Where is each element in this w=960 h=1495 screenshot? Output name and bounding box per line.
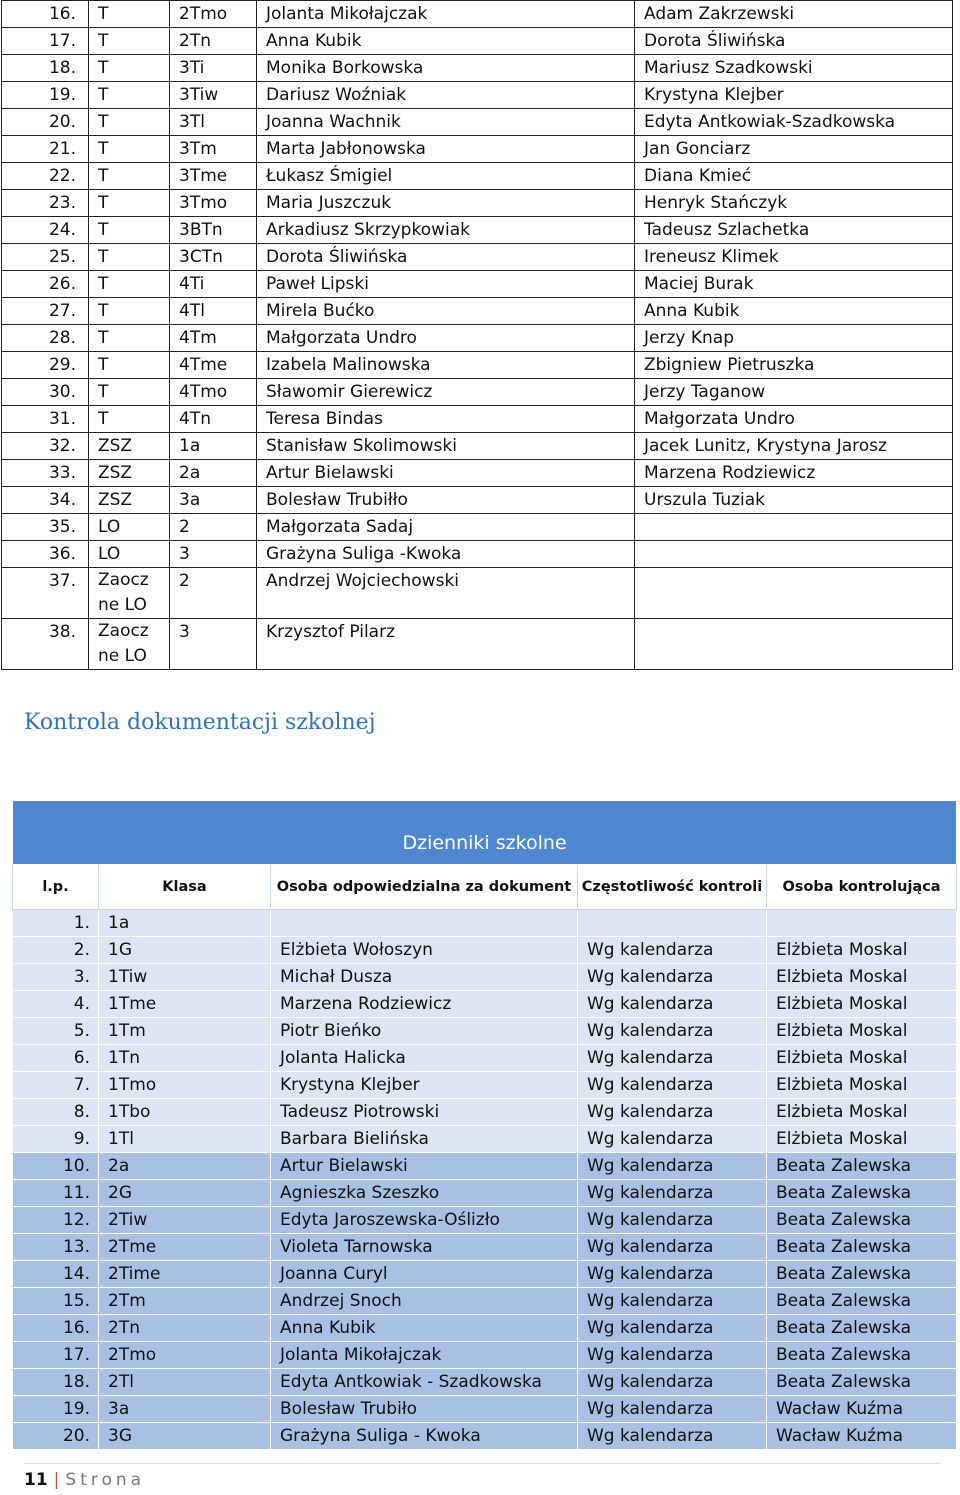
teacher-name: Dariusz Woźniak — [257, 82, 635, 109]
table-row — [13, 1126, 957, 1153]
second-teacher-name: Krystyna Klejber — [635, 82, 953, 109]
controlling-person: Beata Zalewska — [767, 1342, 957, 1369]
row-number: 26. — [2, 271, 89, 298]
second-teacher-name: Jerzy Knap — [635, 325, 953, 352]
control-frequency: Wg kalendarza — [578, 1369, 767, 1396]
responsible-person: Agnieszka Szeszko — [271, 1180, 578, 1207]
table-row — [2, 1, 953, 28]
row-number: 18. — [2, 55, 89, 82]
responsible-person: Jolanta Mikołajczak — [271, 1342, 578, 1369]
class-name: 2 — [170, 568, 257, 619]
row-number: 35. — [2, 514, 89, 541]
class-name: 3G — [99, 1423, 271, 1450]
second-teacher-name: Tadeusz Szlachetka — [635, 217, 953, 244]
class-name: 2Tmo — [170, 1, 257, 28]
school-type: T — [89, 217, 170, 244]
class-name: 2Tl — [99, 1369, 271, 1396]
school-type: T — [89, 190, 170, 217]
class-name: 3 — [170, 541, 257, 568]
teacher-name: Andrzej Wojciechowski — [257, 568, 635, 619]
section-heading: Kontrola dokumentacji szkolnej — [24, 710, 376, 735]
control-frequency — [578, 910, 767, 937]
second-teacher-name: Anna Kubik — [635, 298, 953, 325]
control-frequency: Wg kalendarza — [578, 1072, 767, 1099]
row-number: 11. — [13, 1180, 99, 1207]
responsible-person: Barbara Bielińska — [271, 1126, 578, 1153]
class-name: 1Tl — [99, 1126, 271, 1153]
control-frequency: Wg kalendarza — [578, 964, 767, 991]
row-number: 36. — [2, 541, 89, 568]
table-row — [13, 1207, 957, 1234]
responsible-person: Michał Dusza — [271, 964, 578, 991]
class-name: 4Tme — [170, 352, 257, 379]
table-row — [2, 325, 953, 352]
table-row — [13, 1423, 957, 1450]
school-type: T — [89, 109, 170, 136]
teacher-name: Grażyna Suliga -Kwoka — [257, 541, 635, 568]
class-name: 3Ti — [170, 55, 257, 82]
teacher-name: Paweł Lipski — [257, 271, 635, 298]
table-row — [13, 1261, 957, 1288]
teacher-name: Arkadiusz Skrzypkowiak — [257, 217, 635, 244]
second-teacher-name — [635, 541, 953, 568]
school-type: ZSZ — [89, 460, 170, 487]
table-row — [2, 217, 953, 244]
school-type: ZSZ — [89, 433, 170, 460]
table-row — [13, 1288, 957, 1315]
table-row — [2, 487, 953, 514]
table-row — [2, 406, 953, 433]
teacher-name: Jolanta Mikołajczak — [257, 1, 635, 28]
table-row — [2, 55, 953, 82]
table-row — [2, 271, 953, 298]
school-type: T — [89, 136, 170, 163]
class-name: 1Tiw — [99, 964, 271, 991]
school-type: T — [89, 28, 170, 55]
row-number: 10. — [13, 1153, 99, 1180]
row-number: 16. — [2, 1, 89, 28]
responsible-person: Tadeusz Piotrowski — [271, 1099, 578, 1126]
school-journals-table-body — [13, 910, 957, 1450]
row-number: 6. — [13, 1045, 99, 1072]
class-name: 3a — [170, 487, 257, 514]
second-teacher-name: Urszula Tuziak — [635, 487, 953, 514]
class-name: 2Tn — [99, 1315, 271, 1342]
controlling-person: Elżbieta Moskal — [767, 1099, 957, 1126]
second-teacher-name: Diana Kmieć — [635, 163, 953, 190]
class-name: 3Tm — [170, 136, 257, 163]
class-name: 4Tn — [170, 406, 257, 433]
second-teacher-name: Mariusz Szadkowski — [635, 55, 953, 82]
table-row — [13, 1396, 957, 1423]
row-number: 20. — [2, 109, 89, 136]
footer-separator: | — [53, 1470, 60, 1490]
page-number: 11 — [24, 1470, 48, 1490]
controlling-person: Elżbieta Moskal — [767, 1072, 957, 1099]
class-name: 1Tbo — [99, 1099, 271, 1126]
table-row — [13, 1099, 957, 1126]
school-type: T — [89, 325, 170, 352]
second-teacher-name — [635, 568, 953, 619]
class-name: 4Tm — [170, 325, 257, 352]
responsible-person: Artur Bielawski — [271, 1153, 578, 1180]
table-row — [13, 1153, 957, 1180]
school-type: T — [89, 406, 170, 433]
responsible-person: Piotr Bieńko — [271, 1018, 578, 1045]
class-name: 1Tmo — [99, 1072, 271, 1099]
second-teacher-name: Edyta Antkowiak-Szadkowska — [635, 109, 953, 136]
class-name: 1Tme — [99, 991, 271, 1018]
school-type: Zaocz ne LO — [89, 619, 170, 670]
table-row — [13, 1180, 957, 1207]
table-row — [2, 244, 953, 271]
teacher-name: Krzysztof Pilarz — [257, 619, 635, 670]
column-header-frequency: Częstotliwość kontroli — [578, 865, 767, 910]
table-row — [2, 514, 953, 541]
second-teacher-name: Maciej Burak — [635, 271, 953, 298]
class-name: 2Tm — [99, 1288, 271, 1315]
control-frequency: Wg kalendarza — [578, 1396, 767, 1423]
second-teacher-name: Jacek Lunitz, Krystyna Jarosz — [635, 433, 953, 460]
row-number: 27. — [2, 298, 89, 325]
row-number: 4. — [13, 991, 99, 1018]
class-name: 2G — [99, 1180, 271, 1207]
teacher-name: Izabela Malinowska — [257, 352, 635, 379]
class-name: 1a — [99, 910, 271, 937]
table-row — [2, 109, 953, 136]
class-name: 3Tme — [170, 163, 257, 190]
second-teacher-name: Zbigniew Pietruszka — [635, 352, 953, 379]
second-teacher-name — [635, 619, 953, 670]
row-number: 24. — [2, 217, 89, 244]
responsible-person: Joanna Curyl — [271, 1261, 578, 1288]
row-number: 19. — [13, 1396, 99, 1423]
row-number: 3. — [13, 964, 99, 991]
controlling-person: Elżbieta Moskal — [767, 937, 957, 964]
table-row — [2, 433, 953, 460]
second-teacher-name: Marzena Rodziewicz — [635, 460, 953, 487]
row-number: 19. — [2, 82, 89, 109]
second-teacher-name: Ireneusz Klimek — [635, 244, 953, 271]
row-number: 18. — [13, 1369, 99, 1396]
control-frequency: Wg kalendarza — [578, 1315, 767, 1342]
row-number: 31. — [2, 406, 89, 433]
row-number: 32. — [2, 433, 89, 460]
table-row — [2, 82, 953, 109]
class-name: 2Tmo — [99, 1342, 271, 1369]
class-name: 1G — [99, 937, 271, 964]
column-header-class: Klasa — [99, 865, 271, 910]
class-name: 3Tmo — [170, 190, 257, 217]
teacher-name: Małgorzata Undro — [257, 325, 635, 352]
responsible-person: Grażyna Suliga - Kwoka — [271, 1423, 578, 1450]
controlling-person: Elżbieta Moskal — [767, 1018, 957, 1045]
responsible-person: Jolanta Halicka — [271, 1045, 578, 1072]
controlling-person: Beata Zalewska — [767, 1207, 957, 1234]
control-frequency: Wg kalendarza — [578, 1018, 767, 1045]
class-name: 1Tn — [99, 1045, 271, 1072]
row-number: 12. — [13, 1207, 99, 1234]
row-number: 21. — [2, 136, 89, 163]
row-number: 5. — [13, 1018, 99, 1045]
teacher-name: Monika Borkowska — [257, 55, 635, 82]
row-number: 17. — [2, 28, 89, 55]
table-row — [2, 136, 953, 163]
control-frequency: Wg kalendarza — [578, 1423, 767, 1450]
table-row — [13, 1342, 957, 1369]
class-name: 3Tl — [170, 109, 257, 136]
responsible-person: Edyta Jaroszewska-Oślizło — [271, 1207, 578, 1234]
controlling-person: Beata Zalewska — [767, 1234, 957, 1261]
class-name: 1a — [170, 433, 257, 460]
footer-divider — [24, 1463, 940, 1464]
row-number: 23. — [2, 190, 89, 217]
control-frequency: Wg kalendarza — [578, 1261, 767, 1288]
controlling-person: Beata Zalewska — [767, 1261, 957, 1288]
controlling-person: Beata Zalewska — [767, 1315, 957, 1342]
teacher-name: Stanisław Skolimowski — [257, 433, 635, 460]
control-frequency: Wg kalendarza — [578, 1126, 767, 1153]
table-row — [13, 910, 957, 937]
second-teacher-name: Małgorzata Undro — [635, 406, 953, 433]
responsible-person: Elżbieta Wołoszyn — [271, 937, 578, 964]
table-row — [2, 460, 953, 487]
controlling-person: Beata Zalewska — [767, 1153, 957, 1180]
school-type: ZSZ — [89, 487, 170, 514]
teacher-name: Dorota Śliwińska — [257, 244, 635, 271]
table-row — [13, 1018, 957, 1045]
class-name: 2a — [170, 460, 257, 487]
class-name: 3CTn — [170, 244, 257, 271]
responsible-person — [271, 910, 578, 937]
row-number: 8. — [13, 1099, 99, 1126]
controlling-person: Beata Zalewska — [767, 1288, 957, 1315]
table-row — [2, 352, 953, 379]
second-teacher-name: Jan Gonciarz — [635, 136, 953, 163]
second-teacher-name — [635, 514, 953, 541]
class-name: 3Tiw — [170, 82, 257, 109]
responsible-person: Marzena Rodziewicz — [271, 991, 578, 1018]
teacher-name: Marta Jabłonowska — [257, 136, 635, 163]
row-number: 14. — [13, 1261, 99, 1288]
table-row — [13, 964, 957, 991]
teacher-name: Joanna Wachnik — [257, 109, 635, 136]
class-assignment-table-body — [2, 1, 953, 670]
second-teacher-name: Adam Zakrzewski — [635, 1, 953, 28]
teacher-name: Łukasz Śmigiel — [257, 163, 635, 190]
table-row — [2, 379, 953, 406]
teacher-name: Bolesław Trubiłło — [257, 487, 635, 514]
second-teacher-name: Henryk Stańczyk — [635, 190, 953, 217]
row-number: 33. — [2, 460, 89, 487]
teacher-name: Anna Kubik — [257, 28, 635, 55]
table-row — [2, 619, 953, 670]
class-name: 4Tl — [170, 298, 257, 325]
column-header-responsible: Osoba odpowiedzialna za dokument — [271, 865, 578, 910]
responsible-person: Anna Kubik — [271, 1315, 578, 1342]
school-type: T — [89, 244, 170, 271]
school-type: Zaocz ne LO — [89, 568, 170, 619]
row-number: 22. — [2, 163, 89, 190]
page-footer — [24, 1470, 145, 1490]
teacher-name: Maria Juszczuk — [257, 190, 635, 217]
responsible-person: Krystyna Klejber — [271, 1072, 578, 1099]
teacher-name: Mirela Bućko — [257, 298, 635, 325]
responsible-person: Violeta Tarnowska — [271, 1234, 578, 1261]
school-type: LO — [89, 514, 170, 541]
table-row — [2, 541, 953, 568]
school-type: T — [89, 352, 170, 379]
class-name: 4Tmo — [170, 379, 257, 406]
table-row — [13, 1315, 957, 1342]
table-row — [13, 937, 957, 964]
row-number: 28. — [2, 325, 89, 352]
table-caption: Dzienniki szkolne — [13, 801, 957, 865]
row-number: 2. — [13, 937, 99, 964]
second-teacher-name: Dorota Śliwińska — [635, 28, 953, 55]
control-frequency: Wg kalendarza — [578, 1207, 767, 1234]
controlling-person: Beata Zalewska — [767, 1180, 957, 1207]
page-word: Strona — [65, 1470, 146, 1490]
class-name: 2Tn — [170, 28, 257, 55]
column-header-lp: l.p. — [13, 865, 99, 910]
class-name: 1Tm — [99, 1018, 271, 1045]
teacher-name: Małgorzata Sadaj — [257, 514, 635, 541]
school-type: T — [89, 55, 170, 82]
class-name: 4Ti — [170, 271, 257, 298]
class-name: 3 — [170, 619, 257, 670]
class-name: 2a — [99, 1153, 271, 1180]
teacher-name: Teresa Bindas — [257, 406, 635, 433]
class-name: 2 — [170, 514, 257, 541]
row-number: 29. — [2, 352, 89, 379]
controlling-person: Beata Zalewska — [767, 1369, 957, 1396]
control-frequency: Wg kalendarza — [578, 937, 767, 964]
control-frequency: Wg kalendarza — [578, 1288, 767, 1315]
controlling-person: Wacław Kuźma — [767, 1396, 957, 1423]
row-number: 34. — [2, 487, 89, 514]
school-type: LO — [89, 541, 170, 568]
control-frequency: Wg kalendarza — [578, 1153, 767, 1180]
school-journals-table — [12, 800, 957, 1450]
control-frequency: Wg kalendarza — [578, 1045, 767, 1072]
row-number: 38. — [2, 619, 89, 670]
table-row — [2, 190, 953, 217]
control-frequency: Wg kalendarza — [578, 1099, 767, 1126]
table-row — [13, 1369, 957, 1396]
school-type: T — [89, 298, 170, 325]
controlling-person: Wacław Kuźma — [767, 1423, 957, 1450]
control-frequency: Wg kalendarza — [578, 1180, 767, 1207]
row-number: 1. — [13, 910, 99, 937]
table-row — [13, 1072, 957, 1099]
table-row — [2, 28, 953, 55]
column-header-controller: Osoba kontrolująca — [767, 865, 957, 910]
table-row — [2, 568, 953, 619]
row-number: 13. — [13, 1234, 99, 1261]
class-name: 2Tiw — [99, 1207, 271, 1234]
controlling-person — [767, 910, 957, 937]
school-type: T — [89, 379, 170, 406]
class-name: 2Tme — [99, 1234, 271, 1261]
responsible-person: Edyta Antkowiak - Szadkowska — [271, 1369, 578, 1396]
row-number: 30. — [2, 379, 89, 406]
table-row — [13, 991, 957, 1018]
responsible-person: Bolesław Trubiło — [271, 1396, 578, 1423]
table-row — [13, 1234, 957, 1261]
school-type: T — [89, 1, 170, 28]
controlling-person: Elżbieta Moskal — [767, 964, 957, 991]
class-assignment-table — [1, 0, 953, 670]
control-frequency: Wg kalendarza — [578, 1234, 767, 1261]
table-row — [2, 163, 953, 190]
control-frequency: Wg kalendarza — [578, 1342, 767, 1369]
controlling-person: Elżbieta Moskal — [767, 1045, 957, 1072]
table-row — [2, 298, 953, 325]
control-frequency: Wg kalendarza — [578, 991, 767, 1018]
row-number: 17. — [13, 1342, 99, 1369]
row-number: 20. — [13, 1423, 99, 1450]
row-number: 15. — [13, 1288, 99, 1315]
teacher-name: Artur Bielawski — [257, 460, 635, 487]
school-type: T — [89, 163, 170, 190]
school-type: T — [89, 271, 170, 298]
teacher-name: Sławomir Gierewicz — [257, 379, 635, 406]
controlling-person: Elżbieta Moskal — [767, 1126, 957, 1153]
class-name: 2Time — [99, 1261, 271, 1288]
controlling-person: Elżbieta Moskal — [767, 991, 957, 1018]
row-number: 7. — [13, 1072, 99, 1099]
school-type: T — [89, 82, 170, 109]
class-name: 3a — [99, 1396, 271, 1423]
row-number: 16. — [13, 1315, 99, 1342]
responsible-person: Andrzej Snoch — [271, 1288, 578, 1315]
table-row — [13, 1045, 957, 1072]
class-name: 3BTn — [170, 217, 257, 244]
row-number: 37. — [2, 568, 89, 619]
table-header-row — [13, 865, 957, 910]
row-number: 25. — [2, 244, 89, 271]
row-number: 9. — [13, 1126, 99, 1153]
second-teacher-name: Jerzy Taganow — [635, 379, 953, 406]
